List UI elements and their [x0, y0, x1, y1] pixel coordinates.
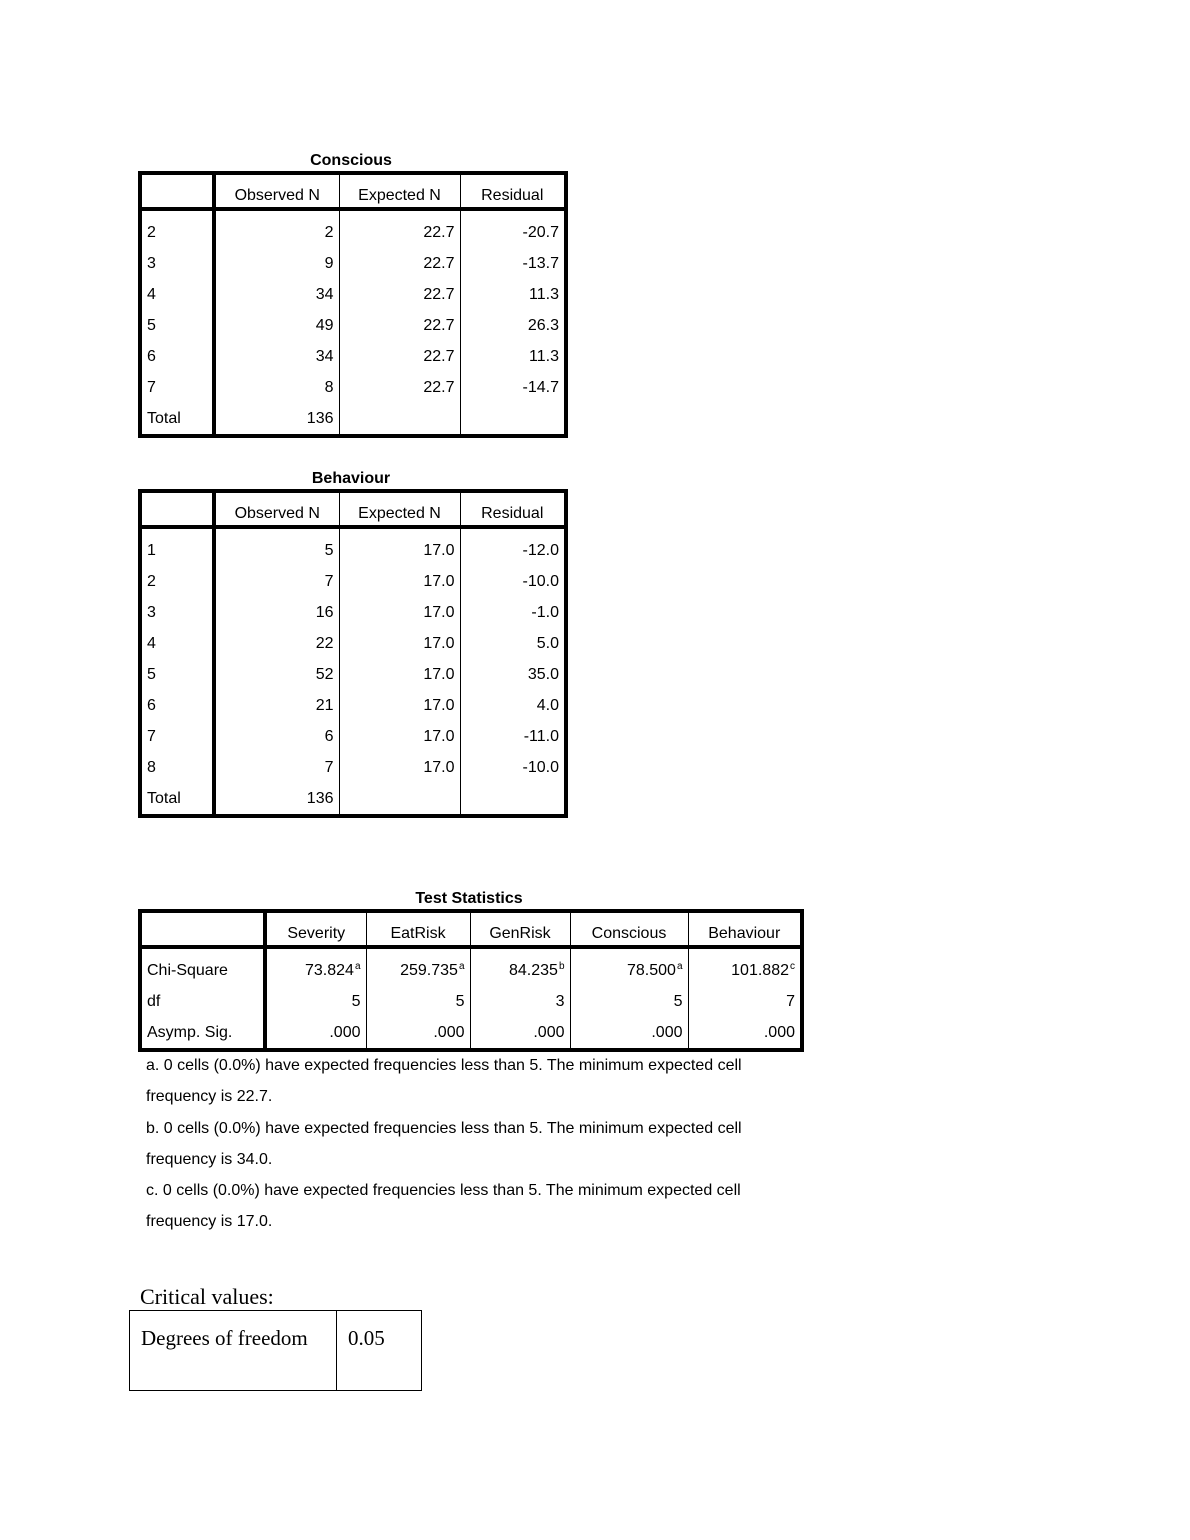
expected-n-cell: 17.0	[339, 527, 460, 566]
expected-n-cell: 22.7	[339, 248, 460, 279]
expected-n-cell: 22.7	[339, 341, 460, 372]
header-row	[140, 173, 566, 209]
row-label: 5	[140, 659, 214, 690]
statistic-value: .000	[433, 1023, 465, 1041]
column-header: Expected N	[339, 491, 460, 527]
column-header	[140, 173, 214, 209]
table-row	[140, 986, 802, 1017]
table-row	[140, 659, 566, 690]
residual-cell: -13.7	[522, 254, 559, 272]
expected-n-cell: 17.0	[339, 752, 460, 783]
residual-cell	[460, 403, 566, 436]
table-row	[140, 248, 566, 279]
statistic-value: 73.824	[305, 962, 354, 979]
expected-n-cell: 17.0	[339, 690, 460, 721]
test-statistics-title: Test Statistics	[415, 890, 523, 907]
column-header	[140, 911, 265, 947]
row-label: 7	[140, 721, 214, 752]
statistic-cell	[688, 986, 802, 1017]
footnote: b. 0 cells (0.0%) have expected frequencies less than 5. The minimum expected cell frequency is 34.0.	[146, 1120, 742, 1168]
observed-n-cell: 7	[214, 566, 339, 597]
statistic-value: .000	[533, 1023, 565, 1041]
observed-n-cell: 34	[214, 341, 339, 372]
residual-cell: -10.0	[522, 572, 559, 590]
expected-n-cell: 17.0	[339, 597, 460, 628]
statistic-value: 3	[555, 992, 565, 1010]
statistic-value: 101.882	[731, 962, 789, 979]
row-label: 4	[140, 279, 214, 310]
statistic-value: 7	[786, 992, 795, 1010]
alpha-005-header: 0.05	[337, 1311, 422, 1391]
table-row	[140, 566, 566, 597]
observed-n-cell: 6	[214, 721, 339, 752]
column-header: Observed N	[214, 491, 339, 527]
observed-n-cell: 21	[214, 690, 339, 721]
residual-cell: -20.7	[522, 223, 559, 241]
observed-n-cell: 9	[214, 248, 339, 279]
statistic-cell	[570, 1017, 688, 1050]
observed-n-cell: 16	[214, 597, 339, 628]
statistic-cell	[265, 986, 366, 1017]
footnote-marker: a	[676, 961, 683, 972]
statistic-value: .000	[651, 1023, 683, 1041]
residual-cell: 11.3	[529, 285, 559, 303]
footnote: c. 0 cells (0.0%) have expected frequencies less than 5. The minimum expected cell frequency is 17.0.	[146, 1182, 741, 1230]
residual-cell: 5.0	[536, 634, 559, 652]
table-row	[140, 341, 566, 372]
expected-n-cell: 22.7	[339, 372, 460, 403]
residual-cell: -12.0	[522, 541, 559, 559]
statistic-value: 5	[673, 992, 683, 1010]
critical-values-title: Critical values:	[140, 1284, 274, 1309]
statistic-cell	[470, 1017, 570, 1050]
expected-n-cell: 22.7	[339, 209, 460, 248]
table-row	[140, 209, 566, 248]
residual-cell: 4.0	[536, 696, 559, 714]
residual-cell: -1.0	[531, 603, 559, 621]
statistic-cell	[688, 947, 802, 986]
residual-cell: 11.3	[529, 347, 559, 365]
table-row	[140, 527, 566, 566]
table-row	[140, 1017, 802, 1050]
observed-n-cell: 5	[214, 527, 339, 566]
table-row	[140, 752, 566, 783]
conscious-table-title: Conscious	[310, 152, 392, 169]
statistic-value: .000	[329, 1023, 361, 1041]
statistic-cell	[470, 947, 570, 986]
footnote: a. 0 cells (0.0%) have expected frequencies less than 5. The minimum expected cell frequency is 22.7.	[146, 1057, 742, 1105]
observed-n-cell: 34	[214, 279, 339, 310]
expected-n-cell: 17.0	[339, 566, 460, 597]
residual-cell: -10.0	[522, 758, 559, 776]
expected-n-cell: 17.0	[339, 721, 460, 752]
table-row	[140, 310, 566, 341]
table-row	[140, 783, 566, 816]
row-label: 2	[140, 209, 214, 248]
row-label: 1	[140, 527, 214, 566]
statistic-value: 259.735	[400, 962, 458, 979]
table-row	[140, 597, 566, 628]
statistic-value: .000	[763, 1023, 795, 1041]
table-row	[140, 279, 566, 310]
column-header: Residual	[460, 173, 566, 209]
row-label: 2	[140, 566, 214, 597]
column-header: Severity	[265, 911, 366, 947]
conscious-frequency-table	[138, 171, 568, 438]
observed-n-cell: 49	[214, 310, 339, 341]
row-label: 7	[140, 372, 214, 403]
expected-n-cell: 22.7	[339, 279, 460, 310]
statistic-cell	[366, 986, 470, 1017]
row-label: 3	[140, 597, 214, 628]
statistic-value: 84.235	[509, 962, 558, 979]
column-header: EatRisk	[366, 911, 470, 947]
statistic-cell	[470, 986, 570, 1017]
footnote-marker: c	[790, 961, 795, 972]
test-statistics-table	[138, 909, 804, 1052]
statistic-cell	[366, 947, 470, 986]
expected-n-cell: 17.0	[339, 628, 460, 659]
column-header: Observed N	[214, 173, 339, 209]
table-row	[140, 947, 802, 986]
header-row	[140, 491, 566, 527]
statistic-cell	[265, 1017, 366, 1050]
footnote-marker: a	[354, 961, 361, 972]
statistic-cell	[570, 986, 688, 1017]
expected-n-cell	[339, 783, 460, 816]
column-header: Behaviour	[688, 911, 802, 947]
row-label: 6	[140, 690, 214, 721]
column-header: Expected N	[339, 173, 460, 209]
residual-cell: -11.0	[523, 727, 559, 745]
table-row	[140, 721, 566, 752]
row-label: Total	[140, 403, 214, 436]
behaviour-frequency-table	[138, 489, 568, 818]
statistic-value: 5	[351, 992, 361, 1010]
row-label: 3	[140, 248, 214, 279]
table-row	[140, 628, 566, 659]
statistic-value: 78.500	[627, 962, 676, 979]
table-row	[140, 690, 566, 721]
observed-n-cell: 8	[214, 372, 339, 403]
observed-n-cell: 136	[214, 783, 339, 816]
observed-n-cell: 136	[214, 403, 339, 436]
critical-values-table	[129, 1310, 422, 1391]
expected-n-cell: 17.0	[339, 659, 460, 690]
row-label: Asymp. Sig.	[140, 1017, 265, 1050]
row-label: df	[140, 986, 265, 1017]
residual-cell: 26.3	[527, 316, 559, 334]
column-header	[140, 491, 214, 527]
observed-n-cell: 2	[214, 209, 339, 248]
statistic-cell	[570, 947, 688, 986]
column-header: GenRisk	[470, 911, 570, 947]
row-label: 6	[140, 341, 214, 372]
statistic-cell	[366, 1017, 470, 1050]
degrees-of-freedom-header: Degrees of freedom	[130, 1311, 337, 1391]
residual-cell	[460, 783, 566, 816]
footnote-marker: b	[558, 961, 565, 972]
row-label: 8	[140, 752, 214, 783]
residual-cell: -14.7	[522, 378, 559, 396]
statistic-cell	[688, 1017, 802, 1050]
row-label: 5	[140, 310, 214, 341]
row-label: 4	[140, 628, 214, 659]
table-row	[140, 403, 566, 436]
statistic-value: 5	[455, 992, 465, 1010]
expected-n-cell: 22.7	[339, 310, 460, 341]
behaviour-table-title: Behaviour	[311, 470, 391, 487]
row-label: Chi-Square	[140, 947, 265, 986]
row-label: Total	[140, 783, 214, 816]
observed-n-cell: 22	[214, 628, 339, 659]
observed-n-cell: 52	[214, 659, 339, 690]
table-row	[140, 372, 566, 403]
column-header: Conscious	[570, 911, 688, 947]
column-header: Residual	[460, 491, 566, 527]
header-row	[140, 911, 802, 947]
footnote-marker: a	[458, 961, 465, 972]
observed-n-cell: 7	[214, 752, 339, 783]
expected-n-cell	[339, 403, 460, 436]
residual-cell: 35.0	[527, 665, 559, 683]
statistic-cell	[265, 947, 366, 986]
